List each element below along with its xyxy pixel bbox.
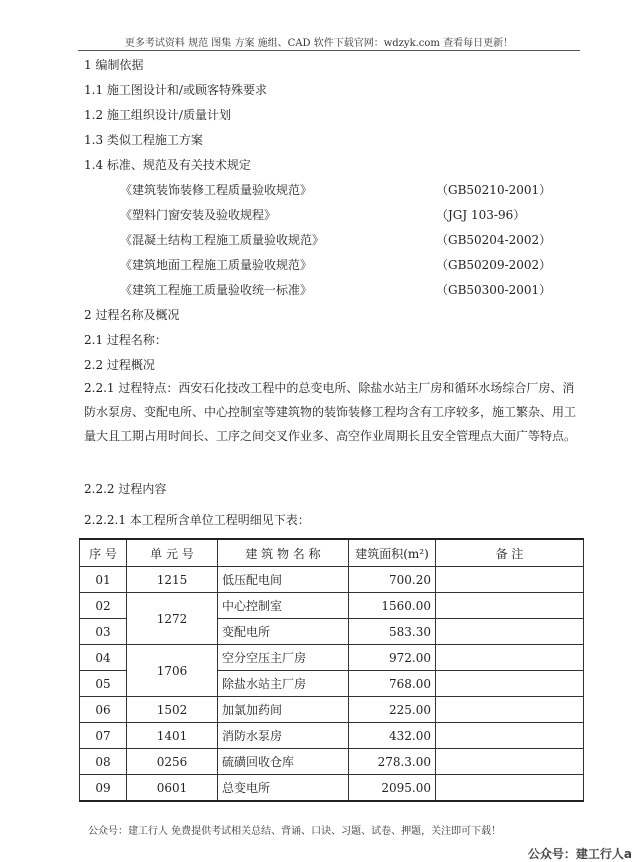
cell-name: 加氯加药间 [218, 697, 349, 723]
standard-code: （GB50204-2002） [436, 233, 552, 247]
cell-no: 05 [80, 671, 127, 697]
cell-unit: 1502 [127, 697, 218, 723]
cell-unit: 0601 [127, 775, 218, 802]
cell-no: 07 [80, 723, 127, 749]
cell-remarks [436, 749, 584, 775]
table-row [80, 593, 584, 619]
standard-code: （GB50300-2001） [436, 283, 552, 297]
cell-remarks [436, 567, 584, 593]
cell-unit: 1215 [127, 567, 218, 593]
col-header-no: 序 号 [80, 539, 127, 567]
section-heading: 1.4 标准、规范及有关技术规定 [84, 158, 251, 172]
table-header-row [80, 539, 584, 567]
cell-area: 2095.00 [349, 775, 436, 802]
cell-remarks [436, 697, 584, 723]
table-row [80, 749, 584, 775]
cell-no: 09 [80, 775, 127, 802]
cell-name: 总变电所 [218, 775, 349, 802]
cell-name: 变配电所 [218, 619, 349, 645]
cell-unit: 1706 [127, 645, 218, 697]
cell-remarks [436, 671, 584, 697]
cell-area: 583.30 [349, 619, 436, 645]
cell-no: 04 [80, 645, 127, 671]
header-rule [78, 50, 580, 51]
cell-name: 空分空压主厂房 [218, 645, 349, 671]
cell-name: 消防水泵房 [218, 723, 349, 749]
section-heading: 1 编制依据 [84, 58, 144, 72]
standard-code: （GB50209-2002） [436, 258, 552, 272]
standard-name: 《塑料门窗安装及验收规程》 [120, 208, 277, 222]
standard-name: 《建筑装饰装修工程质量验收规范》 [120, 183, 313, 197]
page-footer: 公众号：建工行人 免费提供考试相关总结、背诵、口诀、习题、试卷、押题，关注即可下载！ [88, 826, 502, 837]
section-heading: 2.1 过程名称： [84, 333, 167, 347]
table-row [80, 775, 584, 802]
process-features-paragraph [84, 376, 584, 448]
page-header: 更多考试资料 规范 图集 方案 施组、CAD 软件下载官网：wdzyk.com 查看每日更新！ [124, 38, 514, 49]
unit-project-table [79, 538, 584, 802]
cell-no: 02 [80, 593, 127, 619]
cell-no: 06 [80, 697, 127, 723]
table-row [80, 723, 584, 749]
cell-area: 278.3.00 [349, 749, 436, 775]
cell-unit: 1272 [127, 593, 218, 645]
cell-area: 768.00 [349, 671, 436, 697]
standard-code: （GB50210-2001） [436, 183, 552, 197]
section-heading: 1.1 施工图设计和/或顾客特殊要求 [84, 83, 267, 97]
col-header-unit: 单 元 号 [127, 539, 218, 567]
cell-name: 硫磺回收仓库 [218, 749, 349, 775]
cell-unit: 1401 [127, 723, 218, 749]
cell-remarks [436, 723, 584, 749]
cell-no: 03 [80, 619, 127, 645]
cell-remarks [436, 619, 584, 645]
cell-no: 08 [80, 749, 127, 775]
cell-remarks [436, 593, 584, 619]
section-heading: 2.2 过程概况 [84, 358, 155, 372]
section-heading: 1.2 施工组织设计/质量计划 [84, 108, 231, 122]
table-row [80, 567, 584, 593]
standard-code: （JGJ 103-96） [436, 208, 526, 222]
section-heading: 2.2.2.1 本工程所含单位工程明细见下表： [84, 513, 310, 527]
cell-remarks [436, 645, 584, 671]
cell-unit: 0256 [127, 749, 218, 775]
cell-remarks [436, 775, 584, 802]
cell-name: 中心控制室 [218, 593, 349, 619]
standard-name: 《建筑工程施工质量验收统一标准》 [120, 283, 313, 297]
paragraph-text: 2.2.1 过程特点：西安石化技改工程中的总变电所、除盐水站主厂房和循环水场综合厂房、消防水泵房、变配电所、中心控制室等建筑物的装饰装修工程均含有工序较多，施工繁杂、用工量大且工期占用时间长、工序之间交叉作业多、高空作业周期长且安全管理点大面广等特点。 [84, 381, 577, 443]
section-heading: 1.3 类似工程施工方案 [84, 133, 203, 147]
standard-name: 《建筑地面工程施工质量验收规范》 [120, 258, 313, 272]
cell-name: 低压配电间 [218, 567, 349, 593]
cell-area: 700.20 [349, 567, 436, 593]
cell-area: 1560.00 [349, 593, 436, 619]
section-heading: 2 过程名称及概况 [84, 308, 180, 322]
standard-name: 《混凝土结构工程施工质量验收规范》 [120, 233, 325, 247]
col-header-area: 建筑面积(m²) [349, 539, 436, 567]
cell-area: 225.00 [349, 697, 436, 723]
cell-no: 01 [80, 567, 127, 593]
watermark-text: 公众号：建工行人a [527, 847, 632, 861]
cell-area: 432.00 [349, 723, 436, 749]
section-heading: 2.2.2 过程内容 [84, 482, 167, 496]
col-header-name: 建 筑 物 名 称 [218, 539, 349, 567]
table-row [80, 697, 584, 723]
cell-area: 972.00 [349, 645, 436, 671]
col-header-remarks: 备 注 [436, 539, 584, 567]
table-row [80, 645, 584, 671]
cell-name: 除盐水站主厂房 [218, 671, 349, 697]
